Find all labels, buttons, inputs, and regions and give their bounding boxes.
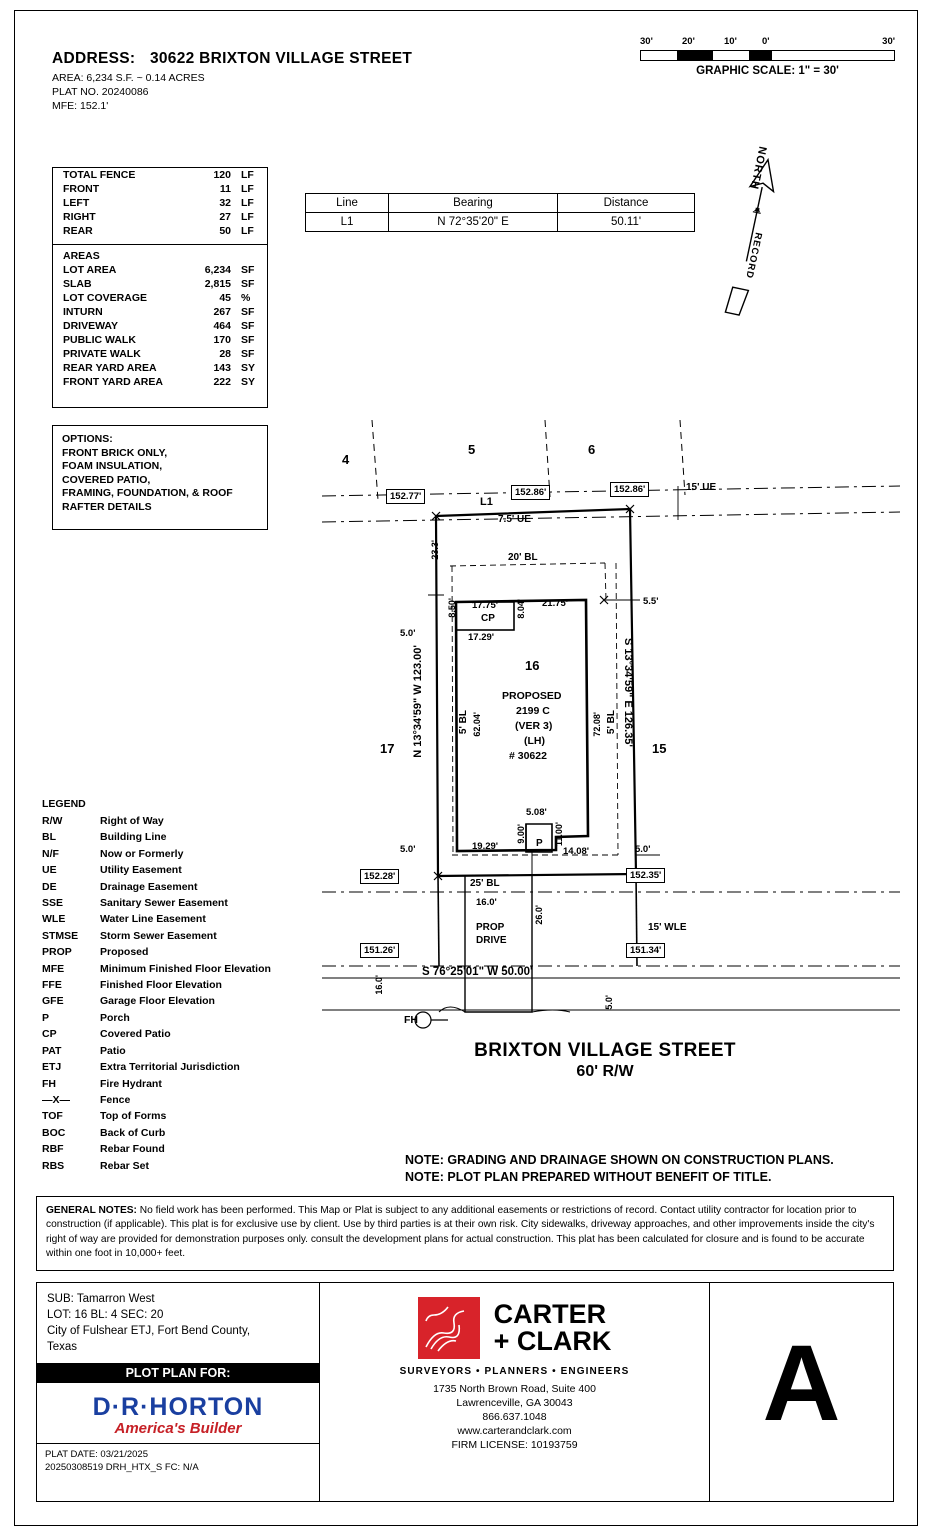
areas-title: AREAS xyxy=(63,250,100,262)
dim-19-29: 19.29' xyxy=(472,841,499,852)
area-label-2: LOT COVERAGE xyxy=(63,292,148,304)
cp-label: CP xyxy=(481,613,495,624)
legend-desc: Fence xyxy=(100,1093,131,1106)
prop-drive-label-2: DRIVE xyxy=(476,935,507,946)
legend-desc: Proposed xyxy=(100,946,149,959)
lot-number-5: 5 xyxy=(468,442,476,457)
legend-key: ETJ xyxy=(42,1061,62,1074)
house-label-3: (LH) xyxy=(524,735,545,747)
legend-item xyxy=(42,1059,292,1075)
legend-desc: Minimum Finished Floor Elevation xyxy=(100,962,271,975)
legend-key: N/F xyxy=(42,847,59,860)
legend-desc: Top of Forms xyxy=(100,1110,167,1123)
dim-5-5: 5.5' xyxy=(643,596,659,607)
fence-table xyxy=(53,168,267,238)
legend-item xyxy=(42,944,292,960)
right-bearing: S 13°34'59" E 126.35' xyxy=(622,638,634,748)
dim-5-08: 5.08' xyxy=(526,807,547,818)
legend-key: RBS xyxy=(42,1159,65,1172)
address-value: 30622 BRIXTON VILLAGE STREET xyxy=(149,50,413,67)
lot-number-16: 16 xyxy=(525,658,540,673)
legend-item xyxy=(42,961,292,977)
col-line: Line xyxy=(306,194,389,213)
fence-value-3: 27 xyxy=(219,211,231,223)
street-row-width: 60' R/W xyxy=(576,1063,634,1080)
cell-distance: 50.11' xyxy=(558,213,695,232)
table-header-row xyxy=(306,194,695,213)
table-row xyxy=(53,333,267,347)
fence-value-1: 11 xyxy=(219,183,231,195)
cell-line: L1 xyxy=(306,213,389,232)
options-title: OPTIONS: xyxy=(62,433,113,445)
record-label: RECORD xyxy=(743,231,764,280)
legend-desc: Sanitary Sewer Easement xyxy=(100,897,228,910)
legend-item xyxy=(42,928,292,944)
table-row xyxy=(53,196,267,210)
legend-desc: Storm Sewer Easement xyxy=(100,929,217,942)
fh-label: FH xyxy=(404,1014,418,1026)
options-box xyxy=(52,425,268,530)
state-text: Texas xyxy=(47,1341,78,1353)
legend-item xyxy=(42,895,292,911)
area-unit-7: SY xyxy=(241,362,256,374)
table-row xyxy=(53,319,267,333)
dim-62-04: 62.04' xyxy=(472,712,482,737)
fence-label-1: FRONT xyxy=(63,183,100,195)
legend-key: BOC xyxy=(42,1126,66,1139)
fence-areas-box xyxy=(52,167,268,408)
legend-key: WLE xyxy=(42,913,66,926)
elevation-top-left: 152.77' xyxy=(386,489,425,504)
area-unit-4: SF xyxy=(241,320,255,332)
legend-key: FH xyxy=(42,1077,56,1090)
dim-72-08: 72.08' xyxy=(592,712,602,737)
dim-14-08: 14.08' xyxy=(563,846,590,857)
fence-unit-3: LF xyxy=(241,211,254,223)
table-row xyxy=(53,263,267,277)
table-row xyxy=(53,277,267,291)
table-row xyxy=(53,347,267,361)
legend-desc: Porch xyxy=(100,1011,130,1024)
firm-license: FIRM LICENSE: 10193759 xyxy=(451,1439,578,1451)
area-value-1: 2,815 xyxy=(204,278,231,290)
lot-number-17: 17 xyxy=(380,741,395,756)
options-line-2: COVERED PATIO, xyxy=(62,473,151,486)
plot-plan-drawing xyxy=(300,400,910,1060)
legend-item xyxy=(42,862,292,878)
options-line-3: FRAMING, FOUNDATION, & ROOF xyxy=(62,487,233,499)
legend-key: R/W xyxy=(42,815,63,827)
dim-21-75: 21.75' xyxy=(542,598,569,609)
legend-desc: Drainage Easement xyxy=(100,880,198,893)
label-15-ue: 15' UE xyxy=(686,482,717,493)
area-value-0: 6,234 xyxy=(204,264,231,276)
house-label-0: PROPOSED xyxy=(502,690,562,702)
legend-key: GFE xyxy=(42,995,64,1008)
legend-desc: Garage Floor Elevation xyxy=(100,995,215,1008)
graphic-scale xyxy=(640,36,895,77)
area-value-4: 464 xyxy=(213,320,231,332)
area-unit-6: SF xyxy=(241,348,255,360)
legend-item xyxy=(42,1141,292,1157)
address-block xyxy=(52,50,412,113)
dim-16-0-b: 16.0' xyxy=(374,975,384,995)
dim-26-0: 26.0' xyxy=(534,905,544,925)
options-line-1: FOAM INSULATION, xyxy=(62,460,163,472)
subdivision-text: SUB: Tamarron West xyxy=(47,1293,155,1305)
table-row xyxy=(53,210,267,224)
fence-label-4: REAR xyxy=(63,225,93,237)
fence-value-2: 32 xyxy=(219,197,231,209)
table-row xyxy=(306,213,695,232)
left-bearing: N 13°34'59" W 123.00' xyxy=(412,645,424,758)
scale-caption: GRAPHIC SCALE: 1" = 30' xyxy=(696,65,839,77)
legend-key: FFE xyxy=(42,979,62,992)
elevation-top-mid: 152.86' xyxy=(511,485,550,500)
area-unit-5: SF xyxy=(241,334,255,346)
lot-number-15: 15 xyxy=(652,741,667,756)
legend-item xyxy=(42,813,292,829)
fence-label-0: TOTAL FENCE xyxy=(63,169,136,181)
general-notes-text: No field work has been performed. This Map or Plat is subject to any additional easements or restrictions of record. Contact utility contractor for location prior to construction (if applicable). This plat is for exclusive use by client. Use by third parties is at their own risk. City sidewalks, driveway approaches, and other improvements inside the city's right of way are provided for demonstration purposes only. consult the development plans for actual construction. This plat has been calculated for closure and is found to be accurate within one foot in 10,000+ feet. xyxy=(46,1205,875,1260)
area-label-4: DRIVEWAY xyxy=(63,320,119,332)
area-value-2: 45 xyxy=(219,292,231,304)
legend-key: PAT xyxy=(42,1044,62,1057)
legend-item xyxy=(42,911,292,927)
scale-tick-4: 30' xyxy=(882,36,895,47)
area-value-7: 143 xyxy=(213,362,231,374)
legend-desc: Utility Easement xyxy=(100,864,182,877)
street-name: BRIXTON VILLAGE STREET xyxy=(474,1040,736,1061)
legend-item xyxy=(42,1108,292,1124)
scale-tick-3: 0' xyxy=(762,36,770,47)
cell-bearing: N 72°35'20" E xyxy=(389,213,558,232)
areas-table xyxy=(53,249,267,389)
firm-address-0: 1735 North Brown Road, Suite 400 xyxy=(433,1383,596,1395)
house-label-4: # 30622 xyxy=(509,750,547,762)
plan-note-1: NOTE: PLOT PLAN PREPARED WITHOUT BENEFIT OF TITLE. xyxy=(405,1170,772,1184)
firm-website[interactable]: www.carterandclark.com xyxy=(457,1425,572,1437)
label-5-bl-right: 5' BL xyxy=(606,710,617,735)
area-unit-0: SF xyxy=(241,264,255,276)
dim-8-50: 8.50' xyxy=(447,598,457,618)
north-label: NORTH xyxy=(747,145,769,191)
fence-unit-1: LF xyxy=(241,183,254,195)
legend-key: SSE xyxy=(42,897,64,910)
area-unit-1: SF xyxy=(241,278,255,290)
dim-17-29: 17.29' xyxy=(468,632,495,643)
area-unit-2: % xyxy=(241,292,251,304)
sheet-letter-block xyxy=(710,1282,894,1502)
area-unit-3: SF xyxy=(241,306,255,318)
legend-key: CP xyxy=(42,1028,57,1041)
legend-key: DE xyxy=(42,880,57,893)
elevation-mid-right: 152.35' xyxy=(626,868,665,883)
project-info-block xyxy=(36,1282,320,1502)
legend-item xyxy=(42,1026,292,1042)
line-l1-label: L1 xyxy=(480,496,493,508)
general-notes-box xyxy=(36,1196,894,1271)
area-label-5: PUBLIC WALK xyxy=(63,334,136,346)
legend-desc: Building Line xyxy=(100,831,167,844)
lot-number-4: 4 xyxy=(342,452,350,467)
legend-key: UE xyxy=(42,864,57,877)
firm-name-line1: CARTER xyxy=(493,1299,607,1329)
legend-desc: Water Line Easement xyxy=(100,913,206,926)
fence-unit-2: LF xyxy=(241,197,254,209)
lot-block-sec-text: LOT: 16 BL: 4 SEC: 20 xyxy=(47,1309,164,1321)
plat-date-text: PLAT DATE: 03/21/2025 xyxy=(45,1449,148,1460)
legend-desc: Patio xyxy=(100,1044,126,1057)
plat-no-text: PLAT NO. 20240086 xyxy=(52,86,149,98)
general-notes-title: GENERAL NOTES: xyxy=(46,1205,137,1216)
dim-11-00: 11.00' xyxy=(554,822,564,847)
title-block xyxy=(36,1282,894,1502)
area-label-7: REAR YARD AREA xyxy=(63,362,157,374)
firm-name-line2: + CLARK xyxy=(493,1326,612,1356)
dim-8-04: 8.04' xyxy=(516,599,526,619)
table-row xyxy=(53,182,267,196)
legend-desc: Rebar Found xyxy=(100,1143,165,1156)
area-value-5: 170 xyxy=(213,334,231,346)
address-label: ADDRESS: xyxy=(52,50,136,67)
options-line-4: RAFTER DETAILS xyxy=(62,500,152,513)
line-bearing-table xyxy=(305,193,695,232)
dim-5-0-a: 5.0' xyxy=(400,628,416,639)
legend-desc: Covered Patio xyxy=(100,1028,171,1041)
legend-item xyxy=(42,1092,292,1108)
table-row xyxy=(53,224,267,238)
firm-disciplines: SURVEYORS • PLANNERS • ENGINEERS xyxy=(399,1366,630,1377)
dim-5-0-b: 5.0' xyxy=(400,844,416,855)
fence-label-3: RIGHT xyxy=(63,211,96,223)
col-distance: Distance xyxy=(558,194,695,213)
legend-key: —X— xyxy=(42,1093,71,1106)
sheet-letter: A xyxy=(762,1322,841,1443)
area-label-0: LOT AREA xyxy=(63,264,117,276)
surveyor-block xyxy=(320,1282,710,1502)
firm-address-1: Lawrenceville, GA 30043 xyxy=(456,1397,573,1409)
porch-label: P xyxy=(536,838,543,849)
front-bearing: S 76°25'01" W 50.00' xyxy=(422,966,533,978)
legend-key: PROP xyxy=(42,946,72,959)
legend-item xyxy=(42,1043,292,1059)
table-row xyxy=(53,305,267,319)
area-label-1: SLAB xyxy=(63,278,92,290)
legend-item xyxy=(42,1010,292,1026)
legend-item xyxy=(42,1076,292,1092)
legend-title: LEGEND xyxy=(42,798,86,810)
plat-date-block xyxy=(37,1443,319,1478)
fence-unit-4: LF xyxy=(241,225,254,237)
plan-note-0: NOTE: GRADING AND DRAINAGE SHOWN ON CONSTRUCTION PLANS. xyxy=(405,1153,834,1167)
elevation-bot-left: 151.26' xyxy=(360,943,399,958)
area-label-6: PRIVATE WALK xyxy=(63,348,141,360)
area-value-6: 28 xyxy=(219,348,231,360)
table-row xyxy=(53,168,267,182)
dim-16-0: 16.0' xyxy=(476,897,497,908)
house-label-2: (VER 3) xyxy=(515,720,553,732)
scale-tick-2: 10' xyxy=(724,36,737,47)
fence-label-2: LEFT xyxy=(63,197,90,209)
prop-drive-label-1: PROP xyxy=(476,922,505,933)
builder-logo xyxy=(37,1383,319,1443)
city-county-text: City of Fulshear ETJ, Fort Bend County, xyxy=(47,1325,251,1337)
col-bearing: Bearing xyxy=(389,194,558,213)
area-text: AREA: 6,234 S.F. ~ 0.14 ACRES xyxy=(52,72,205,84)
legend-item xyxy=(42,1125,292,1141)
label-75-ue: 7.5' UE xyxy=(498,514,531,525)
legend-item xyxy=(42,879,292,895)
job-number-text: 20250308519 DRH_HTX_S FC: N/A xyxy=(45,1462,199,1473)
dim-23-3: 23.3' xyxy=(430,540,440,560)
area-label-8: FRONT YARD AREA xyxy=(63,376,163,388)
scale-tick-0: 30' xyxy=(640,36,653,47)
firm-phone: 866.637.1048 xyxy=(482,1411,547,1423)
builder-name: D·R·HORTON xyxy=(92,1393,264,1421)
table-row xyxy=(53,249,267,263)
legend xyxy=(42,798,292,1174)
elevation-bot-right: 151.34' xyxy=(626,943,665,958)
legend-item xyxy=(42,846,292,862)
fence-value-0: 120 xyxy=(213,169,231,181)
legend-key: STMSE xyxy=(42,929,79,942)
area-value-3: 267 xyxy=(213,306,231,318)
legend-desc: Now or Formerly xyxy=(100,847,184,860)
legend-desc: Back of Curb xyxy=(100,1126,166,1139)
label-5-bl-left: 5' BL xyxy=(458,710,469,735)
area-value-8: 222 xyxy=(213,376,231,388)
legend-desc: Finished Floor Elevation xyxy=(100,979,222,992)
legend-desc: Extra Territorial Jurisdiction xyxy=(100,1061,240,1074)
mfe-text: MFE: 152.1' xyxy=(52,100,109,112)
legend-key: MFE xyxy=(42,962,65,975)
scale-bar-graphic xyxy=(640,50,895,61)
label-15-wle: 15' WLE xyxy=(648,922,687,933)
table-row xyxy=(53,375,267,389)
legend-key: BL xyxy=(42,831,56,844)
dim-17-75: 17.75' xyxy=(472,600,499,611)
house-label-1: 2199 C xyxy=(516,705,550,717)
legend-desc: Right of Way xyxy=(100,815,164,827)
elevation-top-right: 152.86' xyxy=(610,482,649,497)
carter-clark-logo-icon xyxy=(418,1297,480,1359)
options-line-0: FRONT BRICK ONLY, xyxy=(62,446,168,459)
fence-unit-0: LF xyxy=(241,169,254,181)
legend-item xyxy=(42,1158,292,1174)
elevation-mid-left: 152.28' xyxy=(360,869,399,884)
legend-item xyxy=(42,977,292,993)
legend-desc: Rebar Set xyxy=(100,1159,150,1172)
dim-5-0-d: 5.0' xyxy=(604,995,614,1010)
lot-number-6: 6 xyxy=(588,442,596,457)
dim-9-00: 9.00' xyxy=(516,824,526,844)
plot-plan-for-banner: PLOT PLAN FOR: xyxy=(37,1363,319,1383)
builder-tagline: America's Builder xyxy=(114,1420,242,1437)
fence-value-4: 50 xyxy=(219,225,231,237)
legend-key: TOF xyxy=(42,1110,63,1123)
legend-desc: Fire Hydrant xyxy=(100,1077,162,1090)
scale-tick-1: 20' xyxy=(682,36,695,47)
area-label-3: INTURN xyxy=(63,306,103,318)
plan-notes xyxy=(405,1152,834,1186)
table-row xyxy=(53,291,267,305)
dim-5-0-c: 5.0' xyxy=(635,844,651,855)
table-row xyxy=(53,361,267,375)
legend-item xyxy=(42,829,292,845)
legend-item xyxy=(42,993,292,1009)
label-25-bl: 25' BL xyxy=(470,878,500,889)
legend-key: P xyxy=(42,1011,50,1024)
north-arrow xyxy=(712,140,792,330)
area-unit-8: SY xyxy=(241,376,256,388)
legend-key: RBF xyxy=(42,1143,64,1156)
label-20-bl: 20' BL xyxy=(508,552,538,563)
